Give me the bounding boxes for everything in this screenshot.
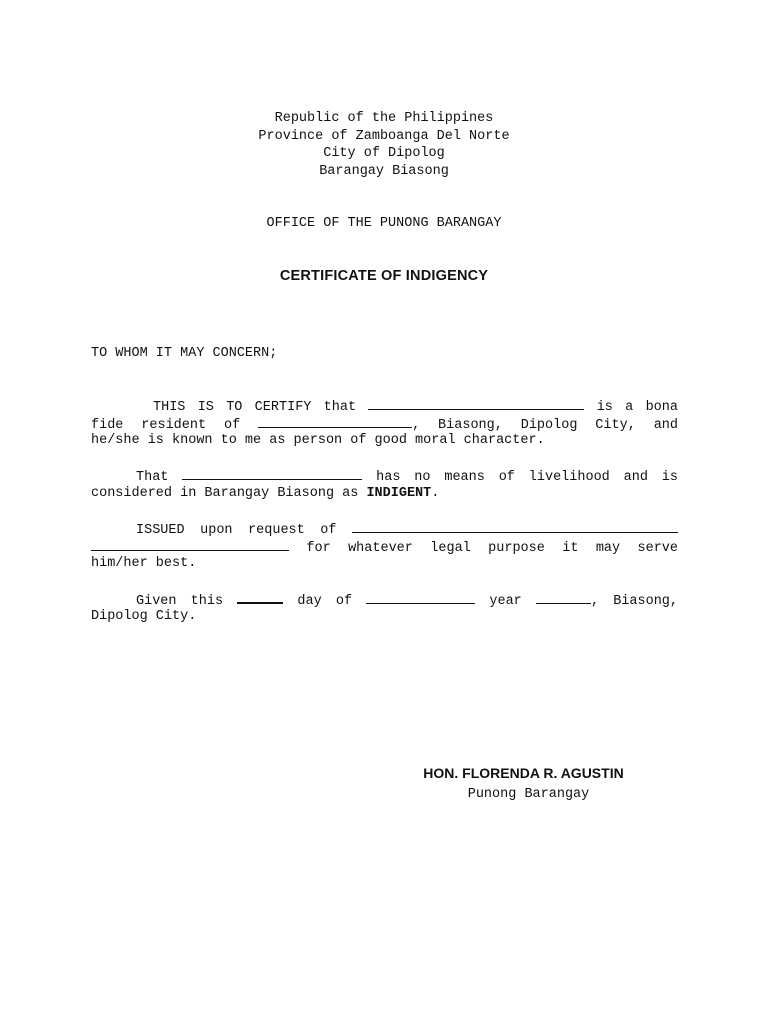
considered-text: considered in Barangay Biasong as — [91, 485, 359, 501]
paragraph-given — [91, 590, 678, 625]
paragraph-issued — [91, 520, 678, 573]
period-text: . — [431, 485, 440, 501]
purpose-text: for whatever legal purpose it may serve — [306, 540, 679, 556]
document-title: CERTIFICATE OF INDIGENCY — [279, 268, 489, 284]
paragraph-certify-line1 — [91, 397, 678, 415]
paragraph-certify-line2 — [91, 415, 678, 433]
certify-text: THIS IS TO CERTIFY that — [153, 400, 357, 415]
resident-text: fide resident of — [91, 417, 241, 433]
given-text: Given this — [136, 594, 224, 609]
paragraph-that — [91, 467, 678, 502]
requestor-blank[interactable] — [352, 520, 678, 533]
livelihood-text: has no means of livelihood and is — [376, 470, 678, 485]
paragraph-given-line1 — [91, 590, 678, 608]
location-text: , Biasong, Dipolog City, and — [412, 417, 678, 433]
name-blank[interactable] — [368, 397, 584, 410]
paragraph-that-line1 — [91, 467, 678, 485]
office-heading: OFFICE OF THE PUNONG BARANGAY — [266, 216, 502, 231]
header-republic: Republic of the Philippines — [274, 111, 494, 126]
signatory-name: HON. FLORENDA R. AGUSTIN — [423, 765, 624, 781]
header-province: Province of Zamboanga Del Norte — [258, 128, 510, 144]
header-city: City of Dipolog — [323, 146, 445, 161]
signatory-position: Punong Barangay — [467, 787, 590, 802]
requestor-blank-continued[interactable] — [91, 538, 289, 551]
paragraph-that-line2 — [91, 485, 678, 503]
paragraph-issued-line3: him/her best. — [91, 556, 197, 571]
header-barangay: Barangay Biasong — [319, 163, 449, 179]
day-of-text: day of — [297, 594, 353, 609]
biasong-text: , Biasong, — [590, 594, 679, 609]
salutation-text: TO WHOM IT MAY CONCERN; — [91, 346, 278, 361]
that-text: That — [136, 470, 169, 485]
bona-text: is a bona — [596, 400, 678, 415]
month-blank[interactable] — [366, 591, 475, 604]
day-blank[interactable] — [237, 590, 283, 604]
salutation — [91, 345, 678, 363]
indigent-name-blank[interactable] — [182, 467, 362, 480]
paragraph-issued-line2 — [91, 538, 678, 556]
paragraph-issued-line1 — [91, 520, 678, 538]
year-blank[interactable] — [536, 591, 591, 604]
year-text: year — [489, 594, 522, 609]
indigent-bold-text: INDIGENT — [366, 485, 432, 501]
paragraph-given-line2: Dipolog City. — [91, 608, 197, 624]
issued-text: ISSUED upon request of — [136, 523, 337, 538]
paragraph-certify-line3: he/she is known to me as person of good moral character. — [91, 433, 545, 448]
purok-blank[interactable] — [258, 415, 412, 428]
paragraph-certify — [91, 397, 678, 450]
